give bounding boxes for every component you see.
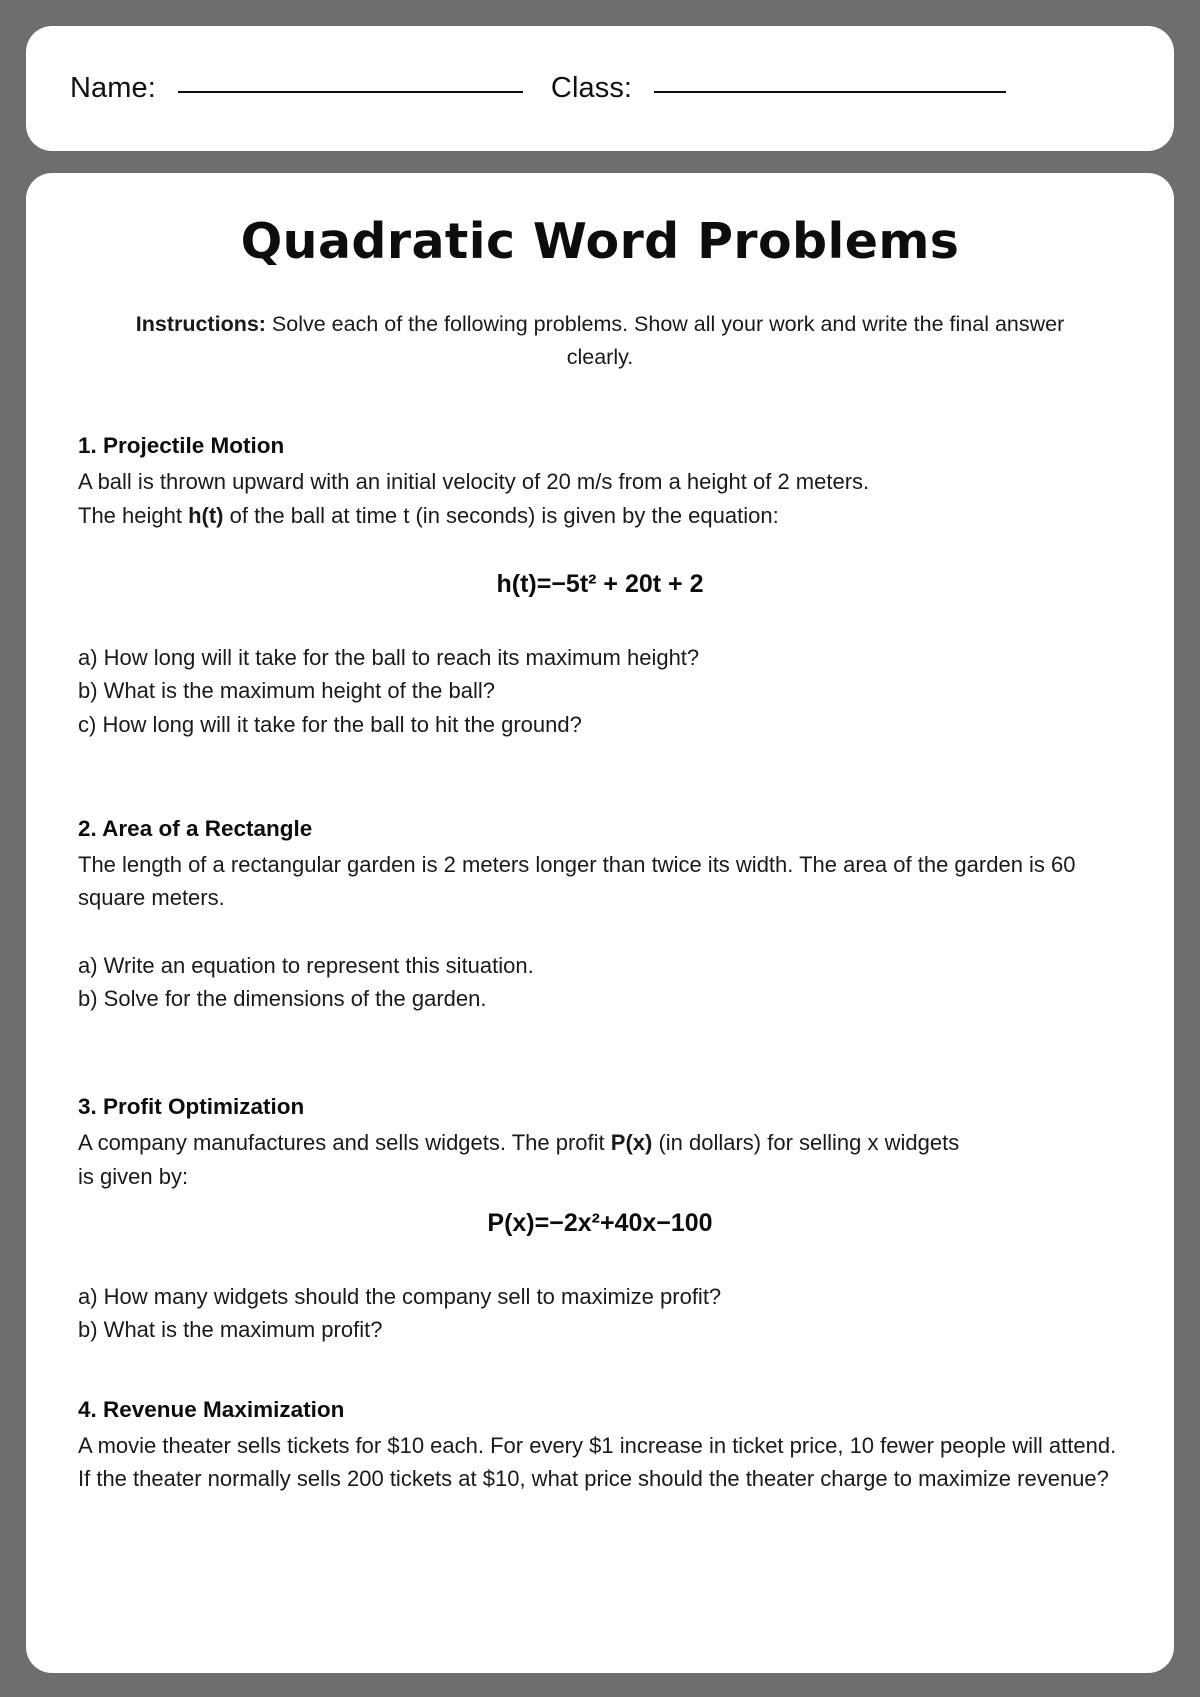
- page-title: Quadratic Word Problems: [240, 213, 960, 270]
- name-field-group: [70, 72, 523, 105]
- problem-3-equation: P(x)=−2x²+40x−100: [487, 1209, 713, 1238]
- problem-2-body: The length of a rectangular garden is 2 meters longer than twice its width. The area of the garden is 60 square meters.: [78, 851, 1076, 911]
- class-label: Class:: [550, 72, 633, 104]
- worksheet-sheet: [26, 173, 1174, 1673]
- instructions-text: Solve each of the following problems. Show all your work and write the final answer clearly.: [265, 311, 1065, 369]
- problem-1-heading: 1. Projectile Motion: [78, 433, 285, 459]
- problem-1: [78, 429, 1122, 742]
- problem-2: [78, 812, 1122, 1016]
- problem-1-body-line-2-post: of the ball at time t (in seconds) is given by the equation:: [223, 502, 779, 528]
- problem-3-body-line-2: is given by:: [78, 1163, 189, 1189]
- problem-1-equation: h(t)=−5t² + 20t + 2: [496, 570, 704, 599]
- problem-2-subquestion-b: b) Solve for the dimensions of the garden.: [78, 986, 487, 1012]
- problem-3-body-post: (in dollars) for selling x widgets: [652, 1129, 960, 1155]
- problem-3-heading: 3. Profit Optimization: [78, 1094, 305, 1120]
- name-label: Name:: [70, 72, 156, 104]
- problem-1-body-line-2-pre: The height: [78, 502, 189, 528]
- problem-2-subquestion-a: a) Write an equation to represent this situation.: [78, 952, 534, 978]
- problem-4-body: A movie theater sells tickets for $10 each. For every $1 increase in ticket price, 10 fewer people will attend. If the theater normally sells 200 tickets at $10, what price should the theater charge to maximize revenue?: [78, 1432, 1117, 1492]
- problem-4-heading: 4. Revenue Maximization: [78, 1397, 345, 1422]
- problem-3-body: [78, 1126, 1122, 1193]
- problem-1-subquestion-c: c) How long will it take for the ball to hit the ground?: [78, 712, 582, 738]
- instructions-label: Instructions:: [135, 311, 266, 336]
- problem-3-subquestion-b: b) What is the maximum profit?: [78, 1317, 383, 1343]
- problem-2-heading: 2. Area of a Rectangle: [78, 815, 313, 841]
- problem-1-body-line-1: A ball is thrown upward with an initial velocity of 20 m/s from a height of 2 meters.: [78, 468, 870, 494]
- problem-1-subquestion-b: b) What is the maximum height of the ball?: [78, 678, 495, 704]
- class-field-group: [551, 72, 1006, 105]
- problem-3-body-pre: A company manufactures and sells widgets. The profit: [78, 1129, 611, 1155]
- problem-4: [78, 1393, 1122, 1496]
- problem-3-function-symbol: P(x): [610, 1129, 653, 1155]
- class-input-line[interactable]: [654, 90, 1006, 93]
- problem-1-function-symbol: h(t): [188, 502, 224, 528]
- problem-3-subquestion-a: a) How many widgets should the company sell to maximize profit?: [78, 1283, 722, 1309]
- problem-1-subquestions: [78, 641, 1122, 742]
- problem-2-subquestions: [78, 949, 1122, 1016]
- student-info-card: [26, 26, 1174, 151]
- problem-3: [78, 1090, 1122, 1347]
- problem-1-subquestion-a: a) How long will it take for the ball to reach its maximum height?: [78, 644, 700, 670]
- problem-3-subquestions: [78, 1280, 1122, 1347]
- instructions-paragraph: [100, 308, 1100, 373]
- name-input-line[interactable]: [178, 90, 523, 93]
- problem-1-body: [78, 465, 1122, 532]
